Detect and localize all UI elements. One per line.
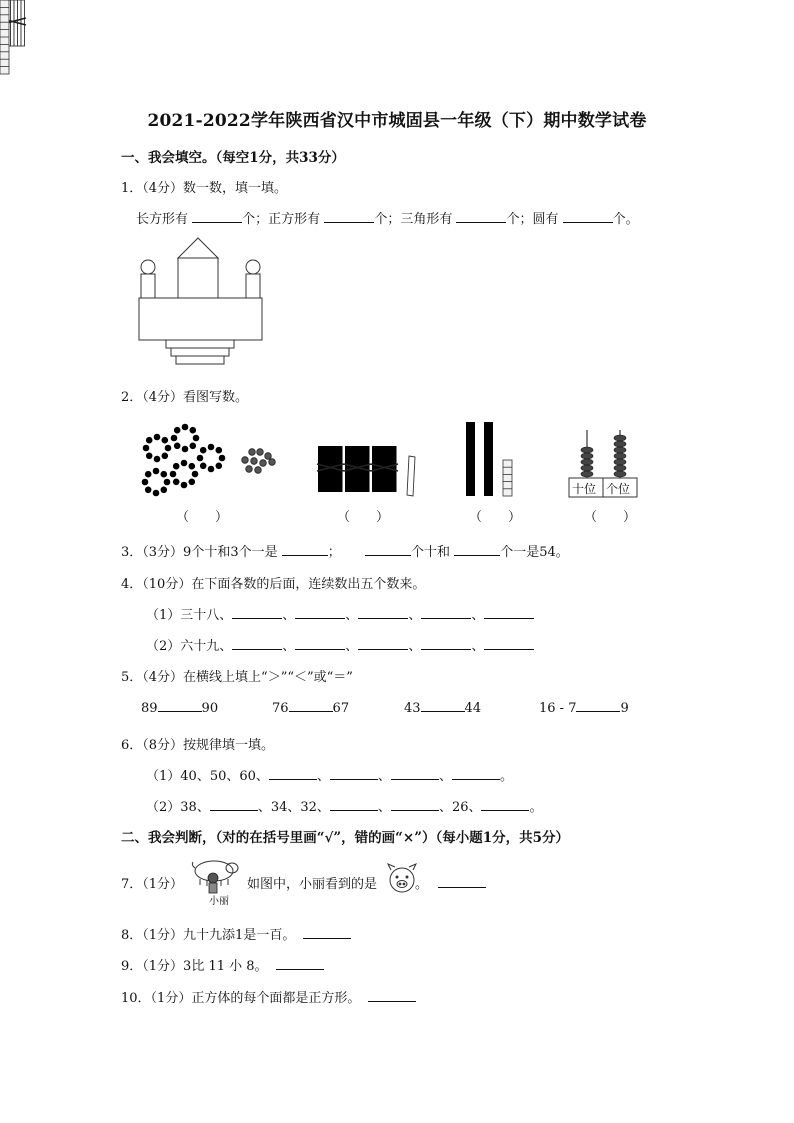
q4-line2-prefix: （2）六十九、	[146, 639, 233, 654]
q1-text-c: 个；三角形有	[374, 212, 453, 227]
q1-text-b: 个；正方形有	[242, 212, 321, 227]
question-4-stem: 4．（10分）在下面各数的后面，连续数出五个数来。	[121, 577, 426, 592]
sep: 、	[282, 608, 296, 623]
q7-prefix: 7．（1分）	[121, 877, 184, 892]
question-10	[121, 987, 416, 1006]
abacus-ones-label: 个位	[606, 482, 631, 496]
sep: 、	[316, 769, 330, 784]
sep: 、	[471, 639, 485, 654]
q5-4-left: 16 - 7	[539, 701, 577, 716]
q3-text-c: 个十和	[411, 545, 451, 560]
q7-figure-label: 小丽	[209, 896, 229, 907]
page-title: 2021-2022学年陕西省汉中市城固县一年级（下）期中数学试卷	[147, 111, 647, 131]
q7-period: 。	[415, 877, 429, 892]
q7-answer-blank[interactable]	[438, 875, 486, 888]
section-1-heading: 一、我会填空。（每空1分，共33分）	[121, 150, 345, 166]
sep: 、	[408, 608, 422, 623]
q6-line2-mid2: 、26、	[438, 800, 482, 815]
q2-answer-paren-2[interactable]: （ ）	[337, 510, 390, 525]
question-2-stem: 2．（4分）看图写数。	[121, 390, 249, 405]
question-6-stem: 6．（8分）按规律填一填。	[121, 738, 275, 753]
q5-2-right: 67	[332, 701, 350, 716]
q8-answer-blank[interactable]	[303, 926, 351, 939]
sep: 、	[345, 639, 359, 654]
q5-2-left: 76	[272, 701, 289, 716]
q6-line2-prefix: （2）38、	[146, 800, 210, 815]
q10-text: 10．（1分）正方体的每个面都是正方形。	[121, 991, 361, 1006]
q4-line1-prefix: （1）三十八、	[146, 608, 233, 623]
q2-answer-paren-4[interactable]: （ ）	[584, 510, 637, 525]
girl-icon	[208, 873, 218, 893]
q5-3-right: 44	[464, 701, 482, 716]
q3-text-b: ；	[327, 545, 341, 560]
q9-text: 9．（1分）3比 11 小 8。	[121, 959, 268, 974]
section-2-heading: 二、我会判断，（对的在括号里画“√”，错的画“×”）（每小题1分，共5分）	[121, 830, 570, 846]
sep: 、	[471, 608, 485, 623]
q6-line2-mid: 、34、32、	[257, 800, 330, 815]
abacus-tens-label: 十位	[572, 482, 597, 496]
sep: 、	[282, 639, 296, 654]
q5-3-left: 43	[404, 701, 421, 716]
q7-end	[415, 873, 486, 892]
end: 。	[499, 769, 513, 784]
sep: 、	[377, 800, 391, 815]
q8-text: 8．（1分）九十九添1是一百。	[121, 928, 296, 943]
question-5-stem: 5．（4分）在横线上填上“＞”“＜”或“＝”	[121, 670, 353, 685]
pig-front-view-icon	[388, 864, 416, 892]
q1-text-d: 个；圆有	[506, 212, 559, 227]
q3-text-d: 个一是54。	[500, 545, 569, 560]
q5-4-right: 9	[620, 701, 629, 716]
sep: 、	[377, 769, 391, 784]
q7-text: 如图中，小丽看到的是	[247, 877, 378, 892]
q1-text-e: 个。	[612, 212, 639, 227]
q3-text-a: 3．（3分）9个十和3个一是	[121, 545, 278, 560]
question-8	[121, 924, 351, 943]
sep: 、	[438, 769, 452, 784]
q10-answer-blank[interactable]	[368, 989, 416, 1002]
q1-text-a: 长方形有	[136, 212, 189, 227]
question-9	[121, 955, 324, 974]
q2-answer-paren-1[interactable]: （ ）	[176, 510, 229, 525]
question-1-stem: 1．（4分）数一数，填一填。	[121, 181, 288, 196]
sep: 、	[408, 639, 422, 654]
q2-answer-paren-3[interactable]: （ ）	[469, 510, 522, 525]
q5-1-left: 89	[141, 701, 158, 716]
q5-1-right: 90	[201, 701, 219, 716]
q6-line1-prefix: （1）40、50、60、	[146, 769, 269, 784]
sep: 、	[345, 608, 359, 623]
q9-answer-blank[interactable]	[276, 957, 324, 970]
end: 。	[529, 800, 543, 815]
